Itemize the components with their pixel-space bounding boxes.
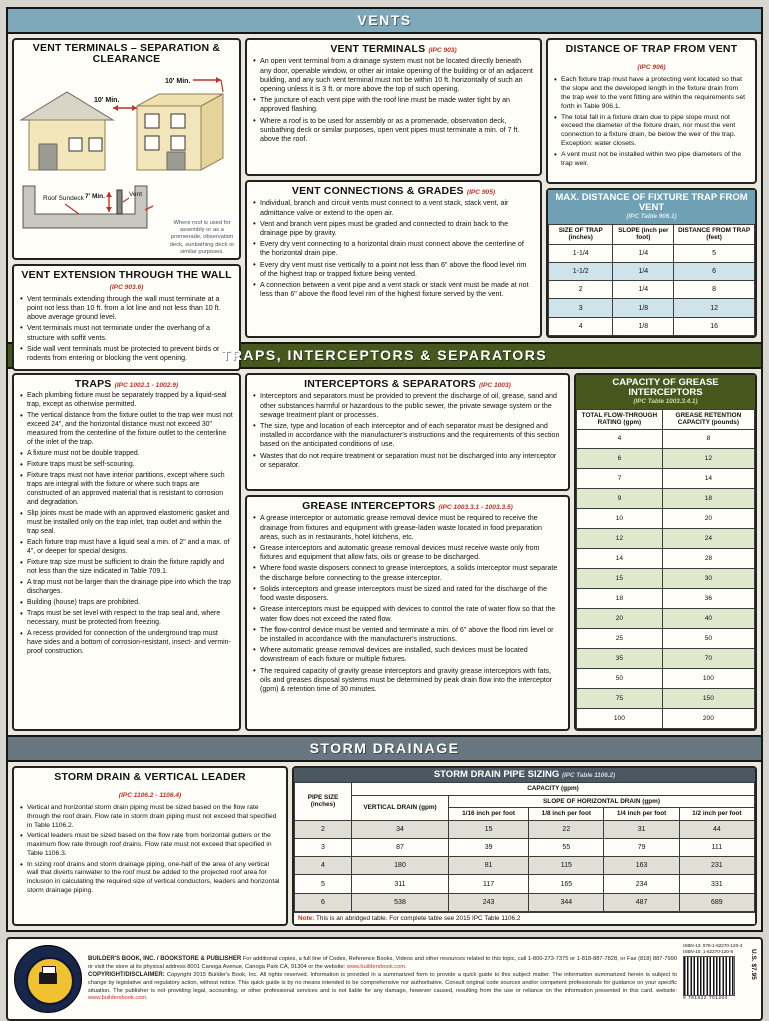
bullet-item: • Fixture traps must not have interior partitions, except where such traps are integral with the fixture or where such traps are constructed of an approved material that is resistant to corrosion and degradation. xyxy=(20,472,233,508)
bullet-item: • Individual, branch and circuit vents must connect to a vent stack, stack vent, air admittance valve or extend to the open air. xyxy=(253,199,534,217)
arrowhead xyxy=(106,192,112,197)
cell-retention-capacity: 20 xyxy=(662,509,754,529)
traps-section xyxy=(8,369,761,735)
cell-flow-rating: 4 xyxy=(577,429,663,449)
vent-connections-title: VENT CONNECTIONS & GRADES (IPC 905) xyxy=(291,185,496,197)
distance-trap-box xyxy=(546,38,757,184)
disclaimer-text: Copyright 2015 Builder's Book, Inc. All rights reserved. Information is provided in a summarized form to provide a quick guide to this subject matter. The information summarized herein is subject to change by legislative and regulatory action, without notice. This quick guide is by no means intended to be comprehensive nor authoritative. Consult original code sources and/or competent professionals for guidance on your specific situation. The publisher is not providing legal, accounting, or other professional services and is not liable for any damage, however caused, resulting from the use or reliance on the information presented in this card. xyxy=(88,972,677,994)
table-row xyxy=(577,449,755,469)
price-label: U.S. $7.95 xyxy=(750,949,757,980)
col-header: DISTANCE FROM TRAP (feet) xyxy=(674,224,755,244)
cell-slope-116: 15 xyxy=(449,820,529,838)
bullet-item: • The size, type and location of each interceptor and of each separator must be designed and installed in accordance with the manufacturer's instructions and the requirements of this section based on the anticipated conditions of use. xyxy=(253,422,562,450)
cell-slope-116: 243 xyxy=(449,893,529,911)
storm-leader-title: STORM DRAIN & VERTICAL LEADER xyxy=(54,771,246,783)
copyright-label: COPYRIGHT/DISCLAIMER: xyxy=(88,972,165,979)
cell-flow-rating: 14 xyxy=(577,549,663,569)
cell-pipe-size: 6 xyxy=(295,893,352,911)
vent-separation-box xyxy=(12,38,241,260)
bullet-item: • Every dry vent connecting to a horizontal drain must connect above the centerline of the horizontal drain pipe. xyxy=(253,240,534,258)
vent-connections-bullets xyxy=(253,199,534,299)
bullet-item: • Interceptors and separators must be provided to prevent the discharge of oil, grease, sand and other substances harmful or hazardous to the public sewer, the private sewage system or the sewage treatment plant or processes. xyxy=(253,392,562,420)
cell-retention-capacity: 24 xyxy=(662,529,754,549)
bullet-item: • Vent terminals extending through the wall must terminate at a point not less than 10 ft. from a lot line and not less than 10 ft. above average ground level. xyxy=(20,295,233,323)
cell-slope-12: 331 xyxy=(679,875,754,893)
storm-leader-bullets xyxy=(20,804,280,895)
table-header-row xyxy=(577,409,755,429)
col-header-slope: 1/4 inch per foot xyxy=(604,808,679,820)
table-row xyxy=(577,509,755,529)
arrowhead xyxy=(132,105,137,111)
note-label: Note: xyxy=(298,915,315,922)
table-header-row xyxy=(295,795,755,807)
right-building-vent-4 xyxy=(171,136,185,150)
code-reference-card xyxy=(6,7,763,932)
cell-slope-12: 111 xyxy=(679,838,754,856)
table-row xyxy=(295,893,755,911)
grease-capacity-code: (IPC Table 1003.3.4.1) xyxy=(633,397,698,405)
cell-flow-rating: 20 xyxy=(577,609,663,629)
grease-capacity-table xyxy=(574,373,757,731)
cell-retention-capacity: 36 xyxy=(662,589,754,609)
table-row xyxy=(295,875,755,893)
cell-trap-size: 1-1/4 xyxy=(549,244,613,262)
publisher-name: BUILDER'S BOOK, INC. / BOOKSTORE & PUBLISHER xyxy=(88,956,242,963)
vent-extension-box xyxy=(12,264,241,371)
col-header: SLOPE (inch per foot) xyxy=(613,224,674,244)
bullet-item: • The total fall in a fixture drain due to pipe slope must not exceed the diameter of the fixture drain, nor must the vent connection to a fixture drain, be below the weir of the trap. Exception: water closets. xyxy=(554,114,749,149)
bullet-item: • Fixture traps must be self-scouring. xyxy=(20,461,233,470)
vent-terminals-title: VENT TERMINALS (IPC 903) xyxy=(330,43,457,55)
cell-vertical-drain: 311 xyxy=(352,875,449,893)
table-note xyxy=(294,912,755,924)
dim-right-label: 10' Min. xyxy=(165,77,191,85)
table-row xyxy=(549,317,755,335)
table-row xyxy=(549,299,755,317)
cell-slope-116: 117 xyxy=(449,875,529,893)
cell-flow-rating: 18 xyxy=(577,589,663,609)
traps-bullets xyxy=(20,392,233,656)
col-header: SIZE OF TRAP (inches) xyxy=(549,224,613,244)
vent-connections-code: (IPC 905) xyxy=(466,189,496,196)
max-distance-table xyxy=(546,188,757,338)
storm-pipe-sizing-title: STORM DRAIN PIPE SIZING (IPC Table 1106.2) xyxy=(294,768,755,782)
table-row xyxy=(549,262,755,280)
table-row xyxy=(577,489,755,509)
cell-slope-18: 165 xyxy=(529,875,604,893)
table-header-row xyxy=(295,783,755,795)
cell-slope-14: 487 xyxy=(604,893,679,911)
traps-title: TRAPS (IPC 1002.1 - 1002.9) xyxy=(74,378,179,390)
vent-extension-title: VENT EXTENSION THROUGH THE WALL (IPC 903.6) xyxy=(21,269,232,292)
cell-slope: 1/4 xyxy=(613,244,674,262)
bullet-item: • Traps must be set level with respect to the trap seal and, where necessary, must be protected from freezing. xyxy=(20,610,233,628)
publisher-footer xyxy=(6,937,763,1021)
col-header: GREASE RETENTION CAPACITY (pounds) xyxy=(662,409,754,429)
distance-trap-title: DISTANCE OF TRAP FROM VENT xyxy=(565,43,738,55)
vent-connections-box xyxy=(245,180,542,338)
bullet-item: • Where automatic grease removal devices are installed, such devices must be located downstream of each fixture or multiple fixtures. xyxy=(253,646,562,664)
grease-code: (IPC 1003.3.1 - 1003.3.5) xyxy=(438,504,513,511)
right-building-vent-2 xyxy=(171,114,185,128)
interceptors-code: (IPC 1003) xyxy=(478,382,511,389)
vent-separation-diagram xyxy=(17,68,232,243)
cell-flow-rating: 9 xyxy=(577,489,663,509)
bullet-item: • Each fixture trap must have a protecting vent located so that the slope and the developed length in the fixture drain from the trap weir to the vent fitting are within the requirements set forth in Table 906.1. xyxy=(554,76,749,111)
barcode xyxy=(683,956,735,996)
bullet-item: • Where a roof is to be used for assembly or as a promenade, observation deck, sunbathing deck or similar purposes, open vent pipes must terminate a min. of 7 ft. above the roof. xyxy=(253,117,534,145)
diagram-caption: Where roof is used for assembly or as a promenade, observation deck, sunbathing deck or similar purposes. xyxy=(169,219,235,255)
bullet-item: • Where food waste disposers connect to grease interceptors, a solids interceptor must separate the discharge before connecting to the grease interceptor. xyxy=(253,564,562,582)
bullet-item: • Solids interceptors and grease interceptors must be sized and rated for the discharge of the food waste disposers. xyxy=(253,585,562,603)
section-band-traps: TRAPS, INTERCEPTORS & SEPARATORS xyxy=(8,342,761,369)
right-building-side xyxy=(201,94,223,170)
storm-leader-code: (IPC 1106.2 - 1106.4) xyxy=(118,792,182,800)
bullet-item: • A grease interceptor or automatic grease removal device must be required to receive the drainage from fixtures and equipment with grease-laden waste located in food preparation areas, such as in restaurants, hotel kitchens, etc. xyxy=(253,514,562,542)
traps-middle-column xyxy=(245,373,570,731)
vent-label: Vent xyxy=(129,190,143,198)
distance-trap-bullets xyxy=(554,76,749,168)
cell-flow-rating: 50 xyxy=(577,668,663,688)
cell-flow-rating: 100 xyxy=(577,708,663,728)
bullet-item: • Vertical leaders must be sized based on the flow rate from horizontal gutters or the maximum flow rate through roof drains. Flow rate must not exceed that specified in Table 1106.3. xyxy=(20,832,280,858)
footer-text xyxy=(88,955,677,1003)
traps-code: (IPC 1002.1 - 1002.9) xyxy=(114,382,179,389)
bullet-item: • A trap must not be larger than the drainage pipe into which the trap discharges. xyxy=(20,579,233,597)
cell-retention-capacity: 14 xyxy=(662,469,754,489)
vents-middle-column xyxy=(245,38,542,338)
right-building-vent-3 xyxy=(145,136,159,150)
cell-slope-18: 55 xyxy=(529,838,604,856)
vent-extension-code: (IPC 903.6) xyxy=(109,284,144,292)
bullet-item: • Each fixture trap must have a liquid seal a min. of 2" and a max. of 4", or deeper for special designs. xyxy=(20,539,233,557)
bullet-item: • Every dry vent must rise vertically to a point not less than 6" above the flood level rim of the highest trap or trapped fixture being vented. xyxy=(253,261,534,279)
col-header-pipe-size: PIPE SIZE (inches) xyxy=(295,783,352,820)
cell-retention-capacity: 150 xyxy=(662,688,754,708)
cell-pipe-size: 2 xyxy=(295,820,352,838)
left-house-vent-1 xyxy=(69,138,82,151)
right-building-door xyxy=(167,152,185,170)
table-row xyxy=(549,281,755,299)
table-row xyxy=(577,549,755,569)
table-row xyxy=(577,609,755,629)
table-header-row xyxy=(549,224,755,244)
bullet-item: • A vent must not be installed within two pipe diameters of the trap weir. xyxy=(554,151,749,169)
bullet-item: • Building (house) traps are prohibited. xyxy=(20,599,233,608)
cell-vertical-drain: 87 xyxy=(352,838,449,856)
grease-title: GREASE INTERCEPTORS (IPC 1003.3.1 - 1003.3.5) xyxy=(302,500,513,512)
cell-flow-rating: 6 xyxy=(577,449,663,469)
col-header-vertical-drain: VERTICAL DRAIN (gpm) xyxy=(352,795,449,820)
builders-book-logo xyxy=(14,945,82,1013)
cell-distance: 6 xyxy=(674,262,755,280)
cell-retention-capacity: 40 xyxy=(662,609,754,629)
cell-vertical-drain: 538 xyxy=(352,893,449,911)
col-header: TOTAL FLOW-THROUGH RATING (gpm) xyxy=(577,409,663,429)
distance-trap-code: (IPC 906) xyxy=(637,64,666,72)
storm-section xyxy=(8,762,761,930)
logo-book-icon xyxy=(39,972,57,984)
right-building-vent-1 xyxy=(145,114,159,128)
max-distance-table-title: MAX. DISTANCE OF FIXTURE TRAP FROM VENT (IPC Table 906.1) xyxy=(548,190,755,224)
cell-retention-capacity: 12 xyxy=(662,449,754,469)
storm-pipe-sizing-table xyxy=(292,766,757,926)
traps-box xyxy=(12,373,241,731)
table-row xyxy=(577,469,755,489)
table-row xyxy=(295,857,755,875)
vent-separation-title: VENT TERMINALS – SEPARATION & CLEARANCE xyxy=(32,42,221,66)
bullet-item: • A recess provided for connection of the underground trap must have sides and a bottom of corrosion-resistant, insect- and vermin-proof construction. xyxy=(20,630,233,657)
cell-slope: 1/8 xyxy=(613,317,674,335)
cell-slope-18: 344 xyxy=(529,893,604,911)
cell-trap-size: 3 xyxy=(549,299,613,317)
cell-pipe-size: 3 xyxy=(295,838,352,856)
cell-slope-12: 231 xyxy=(679,857,754,875)
cell-pipe-size: 4 xyxy=(295,857,352,875)
col-header-slope: 1/8 inch per foot xyxy=(529,808,604,820)
cell-flow-rating: 7 xyxy=(577,469,663,489)
cell-flow-rating: 35 xyxy=(577,649,663,669)
footer-paragraph-1 xyxy=(88,955,677,971)
cell-trap-size: 2 xyxy=(549,281,613,299)
storm-pipe-sizing-code: (IPC Table 1106.2) xyxy=(561,772,616,779)
storm-leader-box xyxy=(12,766,288,926)
bullet-item: • The juncture of each vent pipe with the roof line must be made water tight by an approved flashing. xyxy=(253,96,534,114)
interceptors-title: INTERCEPTORS & SEPARATORS (IPC 1003) xyxy=(304,378,511,390)
bullet-item: • Fixture trap size must be sufficient to drain the fixture rapidly and not less than the size indicated in Table 709.1. xyxy=(20,559,233,577)
cell-vertical-drain: 180 xyxy=(352,857,449,875)
cell-trap-size: 1-1/2 xyxy=(549,262,613,280)
max-distance-table-code: (IPC Table 906.1) xyxy=(626,212,677,220)
cell-slope: 1/8 xyxy=(613,299,674,317)
cell-flow-rating: 12 xyxy=(577,529,663,549)
leader-line xyxy=(65,204,79,214)
cell-retention-capacity: 30 xyxy=(662,569,754,589)
bullet-item: • An open vent terminal from a drainage system must not be located directly beneath any door, openable window, or other air intake opening of the building or of an adjacent building, and any such vent terminal must not be within 10 ft. horizontally of such an opening unless it is 3 ft. or more above the top of such opening. xyxy=(253,57,534,94)
roof-sundeck-label: Roof Sundeck xyxy=(43,194,84,202)
bullet-item: • The flow-control device must be vented and terminate a min. of 6" above the flood rim level or be installed in accordance with the manufacturer's instructions. xyxy=(253,626,562,644)
bullet-item: • Each plumbing fixture must be separately trapped by a liquid-seal trap, except as otherwise permitted. xyxy=(20,392,233,410)
bullet-item: • Vent terminals must not terminate under the overhang of a structure with soffit vents. xyxy=(20,324,233,342)
table-row xyxy=(295,838,755,856)
bullet-item: • Grease interceptors and automatic grease removal devices must receive waste only from fixtures and equipment that allow fats, oils or grease to be discharged. xyxy=(253,544,562,562)
bullet-item: • The vertical distance from the fixture outlet to the trap weir must not exceed 24", and the horizontal distance must not exceed 30" measured from the centerline of the fixture outlet to the centerline of the inlet of the trap. xyxy=(20,412,233,448)
vent-extension-bullets xyxy=(20,295,233,364)
isbn-13: ISBN-13: 978-1-62270-120-4 xyxy=(683,943,743,948)
cell-slope-14: 163 xyxy=(604,857,679,875)
grease-bullets xyxy=(253,514,562,694)
cell-slope-14: 234 xyxy=(604,875,679,893)
cell-flow-rating: 25 xyxy=(577,629,663,649)
col-header-slope: 1/2 inch per foot xyxy=(679,808,754,820)
bullet-item: • Slip joints must be made with an approved elastomeric gasket and must be installed only on the trap inlet, trap outlet and within the trap seal. xyxy=(20,510,233,537)
arrowhead xyxy=(106,207,112,212)
col-header-capacity: CAPACITY (gpm) xyxy=(352,783,755,795)
publisher-url: www.buildersbook.com. xyxy=(346,963,407,970)
cell-trap-size: 4 xyxy=(549,317,613,335)
left-house-vent-2 xyxy=(89,138,102,151)
table-row xyxy=(295,820,755,838)
cell-retention-capacity: 8 xyxy=(662,429,754,449)
grease-interceptors-box xyxy=(245,495,570,731)
table-row xyxy=(577,589,755,609)
table-row xyxy=(577,429,755,449)
cell-slope: 1/4 xyxy=(613,262,674,280)
col-header-slope: 1/16 inch per foot xyxy=(449,808,529,820)
table-row xyxy=(577,708,755,728)
cell-flow-rating: 75 xyxy=(577,688,663,708)
seven-min-label: 7' Min. xyxy=(85,192,105,200)
arrowhead xyxy=(216,77,221,83)
website-label: website: xyxy=(656,987,677,994)
cell-distance: 8 xyxy=(674,281,755,299)
vent-terminals-code: (IPC 903) xyxy=(428,47,457,54)
left-house-door xyxy=(39,144,57,170)
cell-slope-14: 31 xyxy=(604,820,679,838)
table-row xyxy=(577,629,755,649)
table-row xyxy=(577,529,755,549)
cell-vertical-drain: 34 xyxy=(352,820,449,838)
footer-contact-text: For additional copies, a full line of Codes, Reference Books, Videos and other resources related to this topic, call 1-800-273-7375 or 1-818-887-7828, or Fax (818) 887-7990 or visit the store at its physical address 8001 Canoga Avenue, Canoga Park CA, 91304 or the website: xyxy=(88,956,677,970)
arrowhead xyxy=(113,105,118,111)
vent-terminals-box xyxy=(245,38,542,176)
cell-retention-capacity: 200 xyxy=(662,708,754,728)
leader-line xyxy=(123,198,129,202)
vent-terminals-bullets xyxy=(253,57,534,144)
vent-pipe xyxy=(117,190,122,214)
bullet-item: • Wastes that do not require treatment or separation must not be discharged into any interceptor or separator. xyxy=(253,452,562,470)
cell-flow-rating: 10 xyxy=(577,509,663,529)
cell-slope-14: 79 xyxy=(604,838,679,856)
vents-left-column xyxy=(12,38,241,362)
cell-retention-capacity: 18 xyxy=(662,489,754,509)
cell-slope-18: 115 xyxy=(529,857,604,875)
isbn-block xyxy=(683,943,755,1015)
table-row xyxy=(577,569,755,589)
bullet-item: • The required capacity of gravity grease interceptors and gravity grease interceptors with fats, oils and greases disposal systems must be determined by peak drain flow into the interceptor (gpm) & retention time of 30 minutes. xyxy=(253,667,562,695)
section-band-vents: VENTS xyxy=(8,9,761,34)
cell-flow-rating: 15 xyxy=(577,569,663,589)
cell-slope-116: 39 xyxy=(449,838,529,856)
note-text: This is an abridged table. For complete table see 2015 IPC Table 1106.2 xyxy=(316,915,521,922)
cell-distance: 16 xyxy=(674,317,755,335)
table-row xyxy=(549,244,755,262)
bullet-item: • Grease interceptors must be equipped with devices to control the rate of water flow so that the water flow does not exceed the rated flow. xyxy=(253,605,562,623)
bullet-item: • Vertical and horizontal storm drain piping must be sized based on the flow rate through the roof drain. Flow rate in storm drain piping must not exceed that specified in Table 1106.2. xyxy=(20,804,280,830)
publisher-url: www.buildersbook.com. xyxy=(88,995,148,1002)
cell-retention-capacity: 50 xyxy=(662,629,754,649)
dim-left-label: 10' Min. xyxy=(94,96,120,104)
interceptors-bullets xyxy=(253,392,562,470)
footer-paragraph-2 xyxy=(88,971,677,1003)
cell-slope-18: 22 xyxy=(529,820,604,838)
col-header-slope-group: SLOPE OF HORIZONTAL DRAIN (gpm) xyxy=(449,795,755,807)
isbn-10: ISBN-10: 1-62270-120-8 xyxy=(683,948,734,954)
barcode-digits: 9 781622 701204 xyxy=(683,996,728,1001)
cell-distance: 12 xyxy=(674,299,755,317)
table-row xyxy=(577,649,755,669)
dimension-tick xyxy=(221,80,223,92)
interceptors-box xyxy=(245,373,570,491)
vents-right-column xyxy=(546,38,757,338)
cell-retention-capacity: 100 xyxy=(662,668,754,688)
cell-slope-116: 81 xyxy=(449,857,529,875)
cell-distance: 5 xyxy=(674,244,755,262)
grease-capacity-title: CAPACITY OF GREASE INTERCEPTORS (IPC Table 1003.3.4.1) xyxy=(576,375,755,409)
bullet-item: • Vent and branch vent pipes must be graded and connected to drain back to the drainage pipe by gravity. xyxy=(253,220,534,238)
table-row xyxy=(577,668,755,688)
bullet-item: • Side wall vent terminals must be protected to prevent birds or rodents from entering or blocking the vent opening. xyxy=(20,345,233,363)
cell-slope-12: 689 xyxy=(679,893,754,911)
bullet-item: • A fixture must not be double trapped. xyxy=(20,450,233,459)
cell-slope: 1/4 xyxy=(613,281,674,299)
bullet-item: • A connection between a vent pipe and a vent stack or stack vent must be made at not less than 6" above the flood level rim of the highest fixture served by the vent. xyxy=(253,281,534,299)
cell-slope-12: 44 xyxy=(679,820,754,838)
table-row xyxy=(577,688,755,708)
cell-retention-capacity: 28 xyxy=(662,549,754,569)
section-band-storm: STORM DRAINAGE xyxy=(8,735,761,762)
bullet-item: • In sizing roof drains and storm drainage piping, one-half of the area of any vertical wall that diverts rainwater to the roof must be added to the projected roof area for inclusion in calculating the required size of vertical conductors, leaders and horizontal storm drainage piping. xyxy=(20,861,280,896)
cell-retention-capacity: 70 xyxy=(662,649,754,669)
cell-pipe-size: 5 xyxy=(295,875,352,893)
